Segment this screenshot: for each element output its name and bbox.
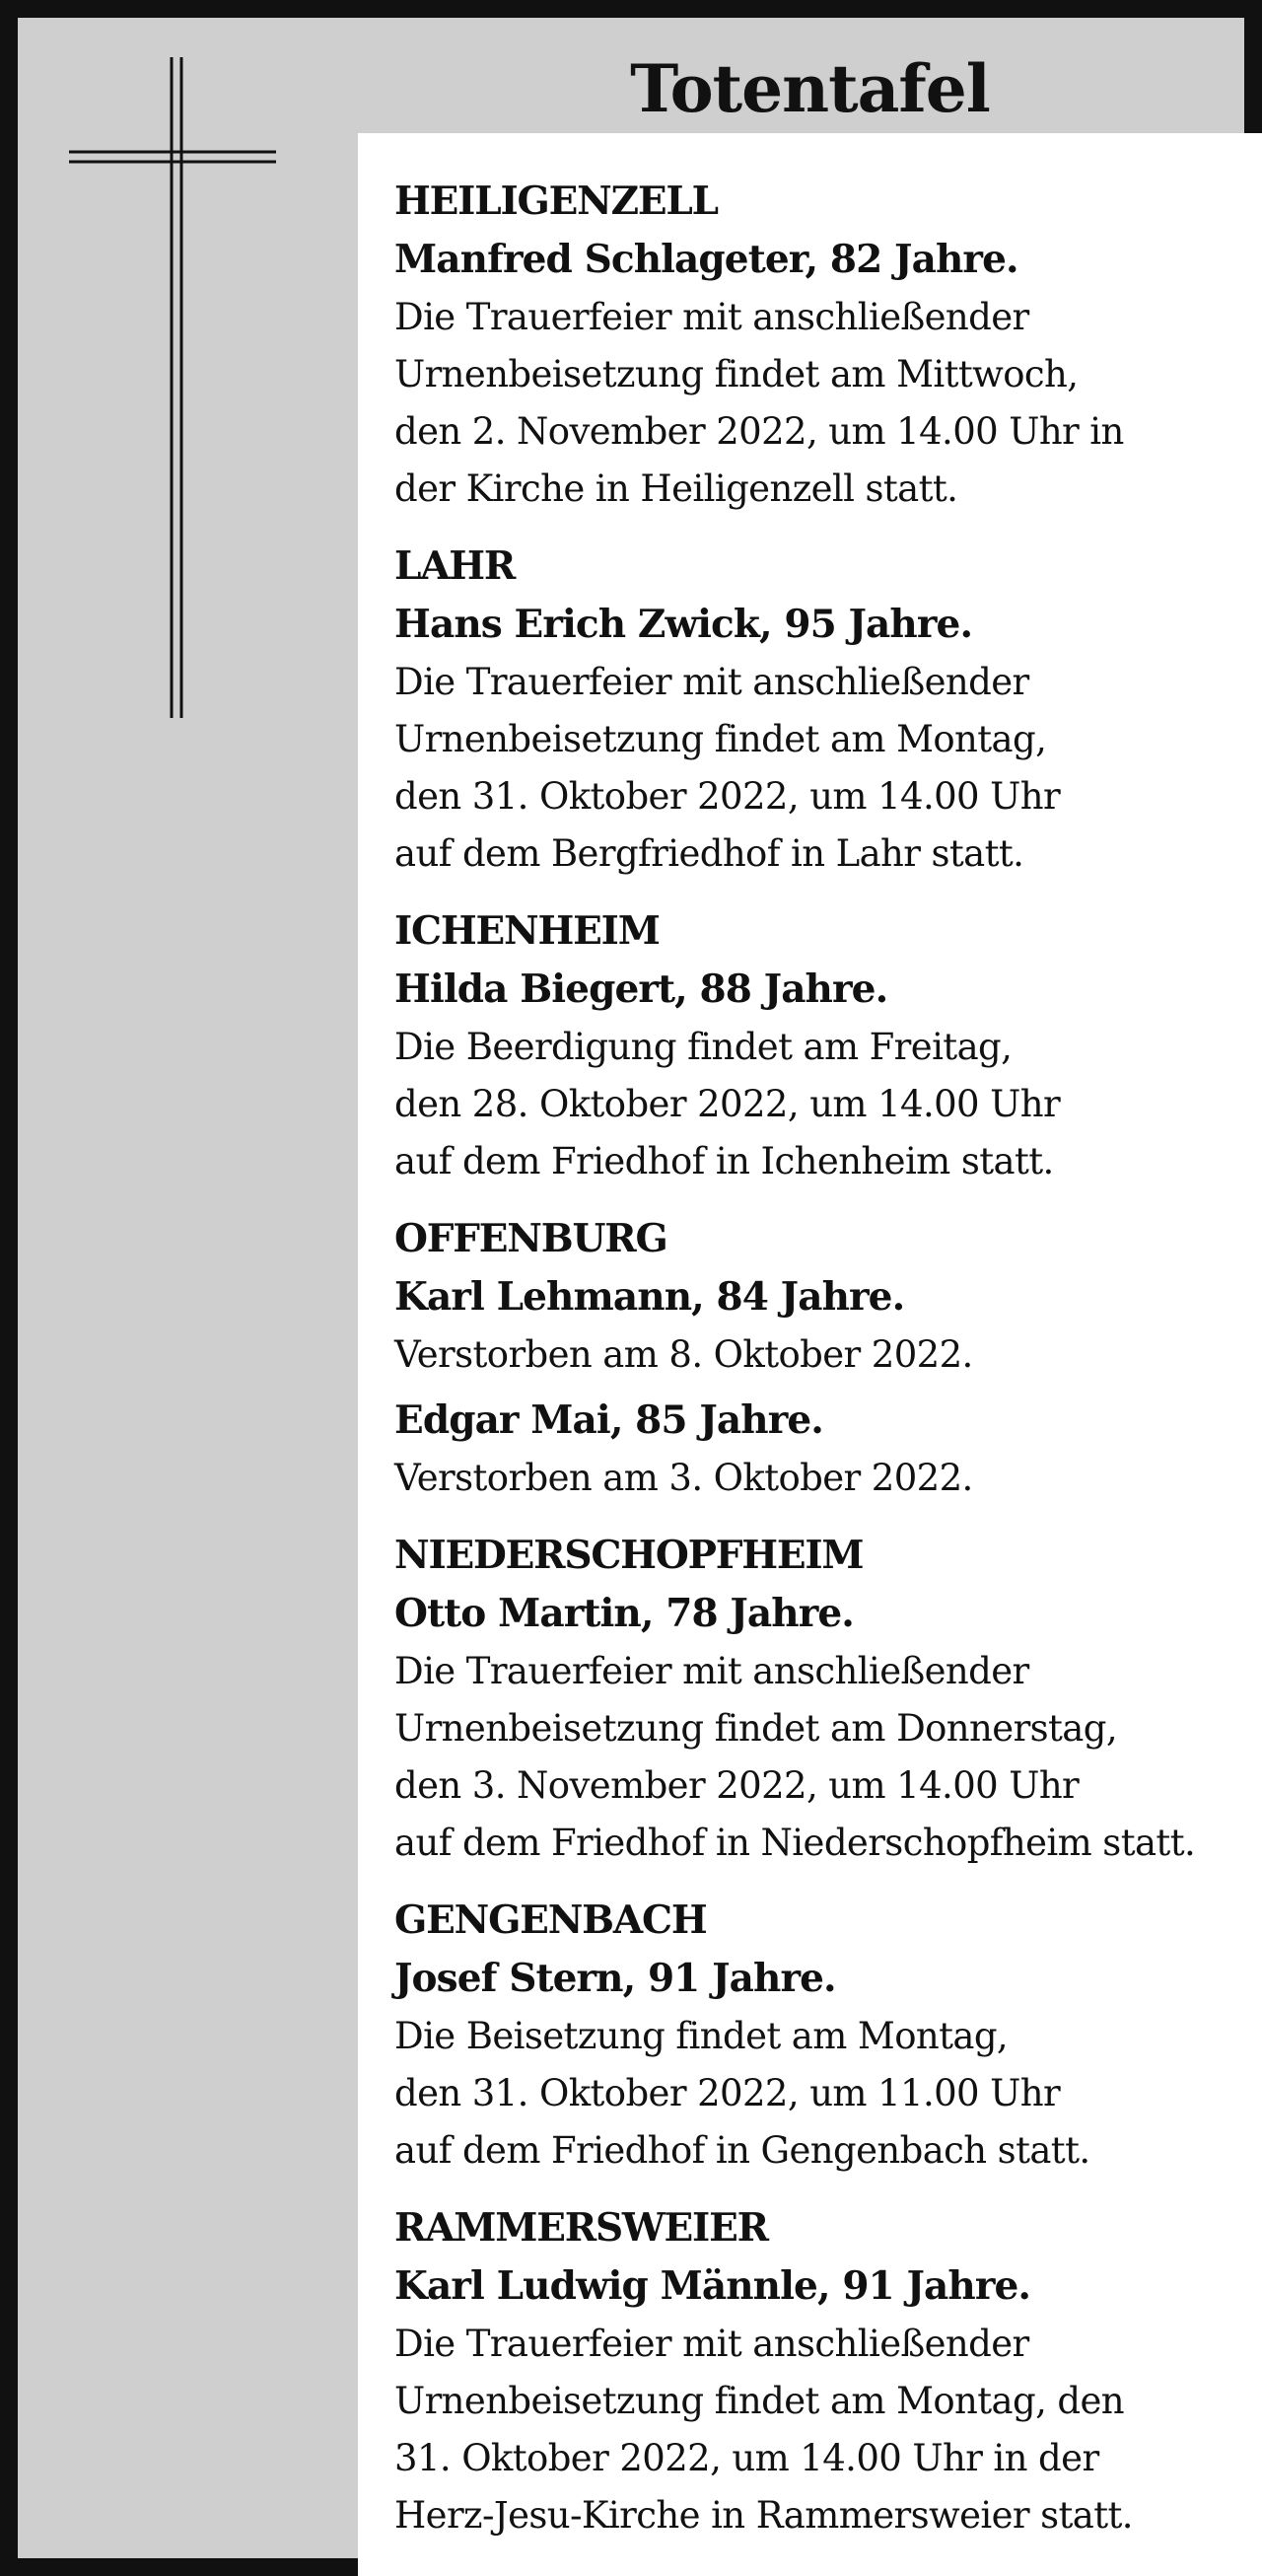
obituary-entry	[394, 1268, 1262, 1384]
obituary-entry	[394, 2257, 1262, 2544]
obituary-entry	[394, 1585, 1262, 1872]
place-heading: NIEDERSCHOPFHEIM	[394, 1533, 864, 1578]
details-line: Die Beisetzung findet am Montag,	[394, 2015, 1009, 2057]
obituary-section	[394, 1527, 1262, 1872]
details-line: Verstorben am 8. Oktober 2022.	[394, 1333, 973, 1376]
deceased-name: Hilda Biegert, 88 Jahre.	[394, 966, 888, 1012]
details-line: Urnenbeisetzung findet am Donnerstag,	[394, 1707, 1118, 1750]
obituary-entry	[394, 961, 1262, 1190]
details-line: der Kirche in Heiligenzell statt.	[394, 467, 958, 510]
details-line: den 3. November 2022, um 14.00 Uhr	[394, 1764, 1080, 1807]
details-line: den 2. November 2022, um 14.00 Uhr in	[394, 410, 1124, 453]
details-line: Herz-Jesu-Kirche in Rammersweier statt.	[394, 2494, 1133, 2537]
obituary-section	[394, 1892, 1262, 2180]
details-line: den 31. Oktober 2022, um 14.00 Uhr	[394, 775, 1061, 818]
details-line: den 31. Oktober 2022, um 11.00 Uhr	[394, 2072, 1061, 2114]
deceased-name: Otto Martin, 78 Jahre.	[394, 1591, 854, 1636]
details-line: den 28. Oktober 2022, um 14.00 Uhr	[394, 1083, 1061, 1125]
deceased-name: Edgar Mai, 85 Jahre.	[394, 1397, 823, 1443]
details-line: Die Trauerfeier mit anschließender	[394, 661, 1029, 703]
service-details	[394, 289, 1262, 518]
cross-icon	[69, 57, 286, 718]
service-details	[394, 2008, 1262, 2180]
details-line: Die Trauerfeier mit anschließender	[394, 1650, 1029, 1692]
obituary-section	[394, 537, 1262, 883]
place-heading: RAMMERSWEIER	[394, 2205, 768, 2251]
service-details	[394, 654, 1262, 883]
obituary-section	[394, 1210, 1262, 1507]
details-line: Urnenbeisetzung findet am Montag, den	[394, 2380, 1125, 2422]
deceased-name: Manfred Schlageter, 82 Jahre.	[394, 237, 1018, 282]
obituary-section	[394, 902, 1262, 1190]
details-line: auf dem Friedhof in Gengenbach statt.	[394, 2129, 1090, 2172]
deceased-name: Karl Lehmann, 84 Jahre.	[394, 1274, 905, 1320]
details-line: Die Beerdigung findet am Freitag,	[394, 1026, 1013, 1068]
service-details	[394, 2316, 1262, 2544]
obituary-list	[358, 133, 1262, 2576]
deceased-name: Hans Erich Zwick, 95 Jahre.	[394, 602, 973, 647]
details-line: auf dem Friedhof in Niederschopfheim statt.	[394, 1822, 1196, 1864]
service-details	[394, 1019, 1262, 1190]
details-line: Urnenbeisetzung findet am Mittwoch,	[394, 353, 1079, 395]
details-line: Urnenbeisetzung findet am Montag,	[394, 718, 1047, 760]
obituary-entry	[394, 1392, 1262, 1507]
place-heading: LAHR	[394, 543, 516, 589]
deceased-name: Karl Ludwig Männle, 91 Jahre.	[394, 2263, 1031, 2309]
page-title: Totentafel	[630, 49, 990, 127]
obituary-section	[394, 2199, 1262, 2544]
obituary-entry	[394, 1950, 1262, 2180]
obituary-entry	[394, 596, 1262, 883]
obituary-section	[394, 173, 1262, 518]
place-heading: HEILIGENZELL	[394, 179, 718, 224]
service-details	[394, 1643, 1262, 1872]
details-line: Die Trauerfeier mit anschließender	[394, 2323, 1029, 2365]
place-heading: GENGENBACH	[394, 1897, 707, 1943]
place-heading: ICHENHEIM	[394, 908, 660, 954]
obituary-entry	[394, 231, 1262, 518]
service-details	[394, 1450, 1262, 1507]
place-heading: OFFENBURG	[394, 1216, 667, 1261]
deceased-name: Josef Stern, 91 Jahre.	[394, 1956, 836, 2001]
details-line: auf dem Bergfriedhof in Lahr statt.	[394, 832, 1024, 875]
details-line: 31. Oktober 2022, um 14.00 Uhr in der	[394, 2437, 1099, 2479]
details-line: Verstorben am 3. Oktober 2022.	[394, 1457, 973, 1499]
details-line: auf dem Friedhof in Ichenheim statt.	[394, 1140, 1054, 1182]
service-details	[394, 1326, 1262, 1384]
details-line: Die Trauerfeier mit anschließender	[394, 296, 1029, 338]
